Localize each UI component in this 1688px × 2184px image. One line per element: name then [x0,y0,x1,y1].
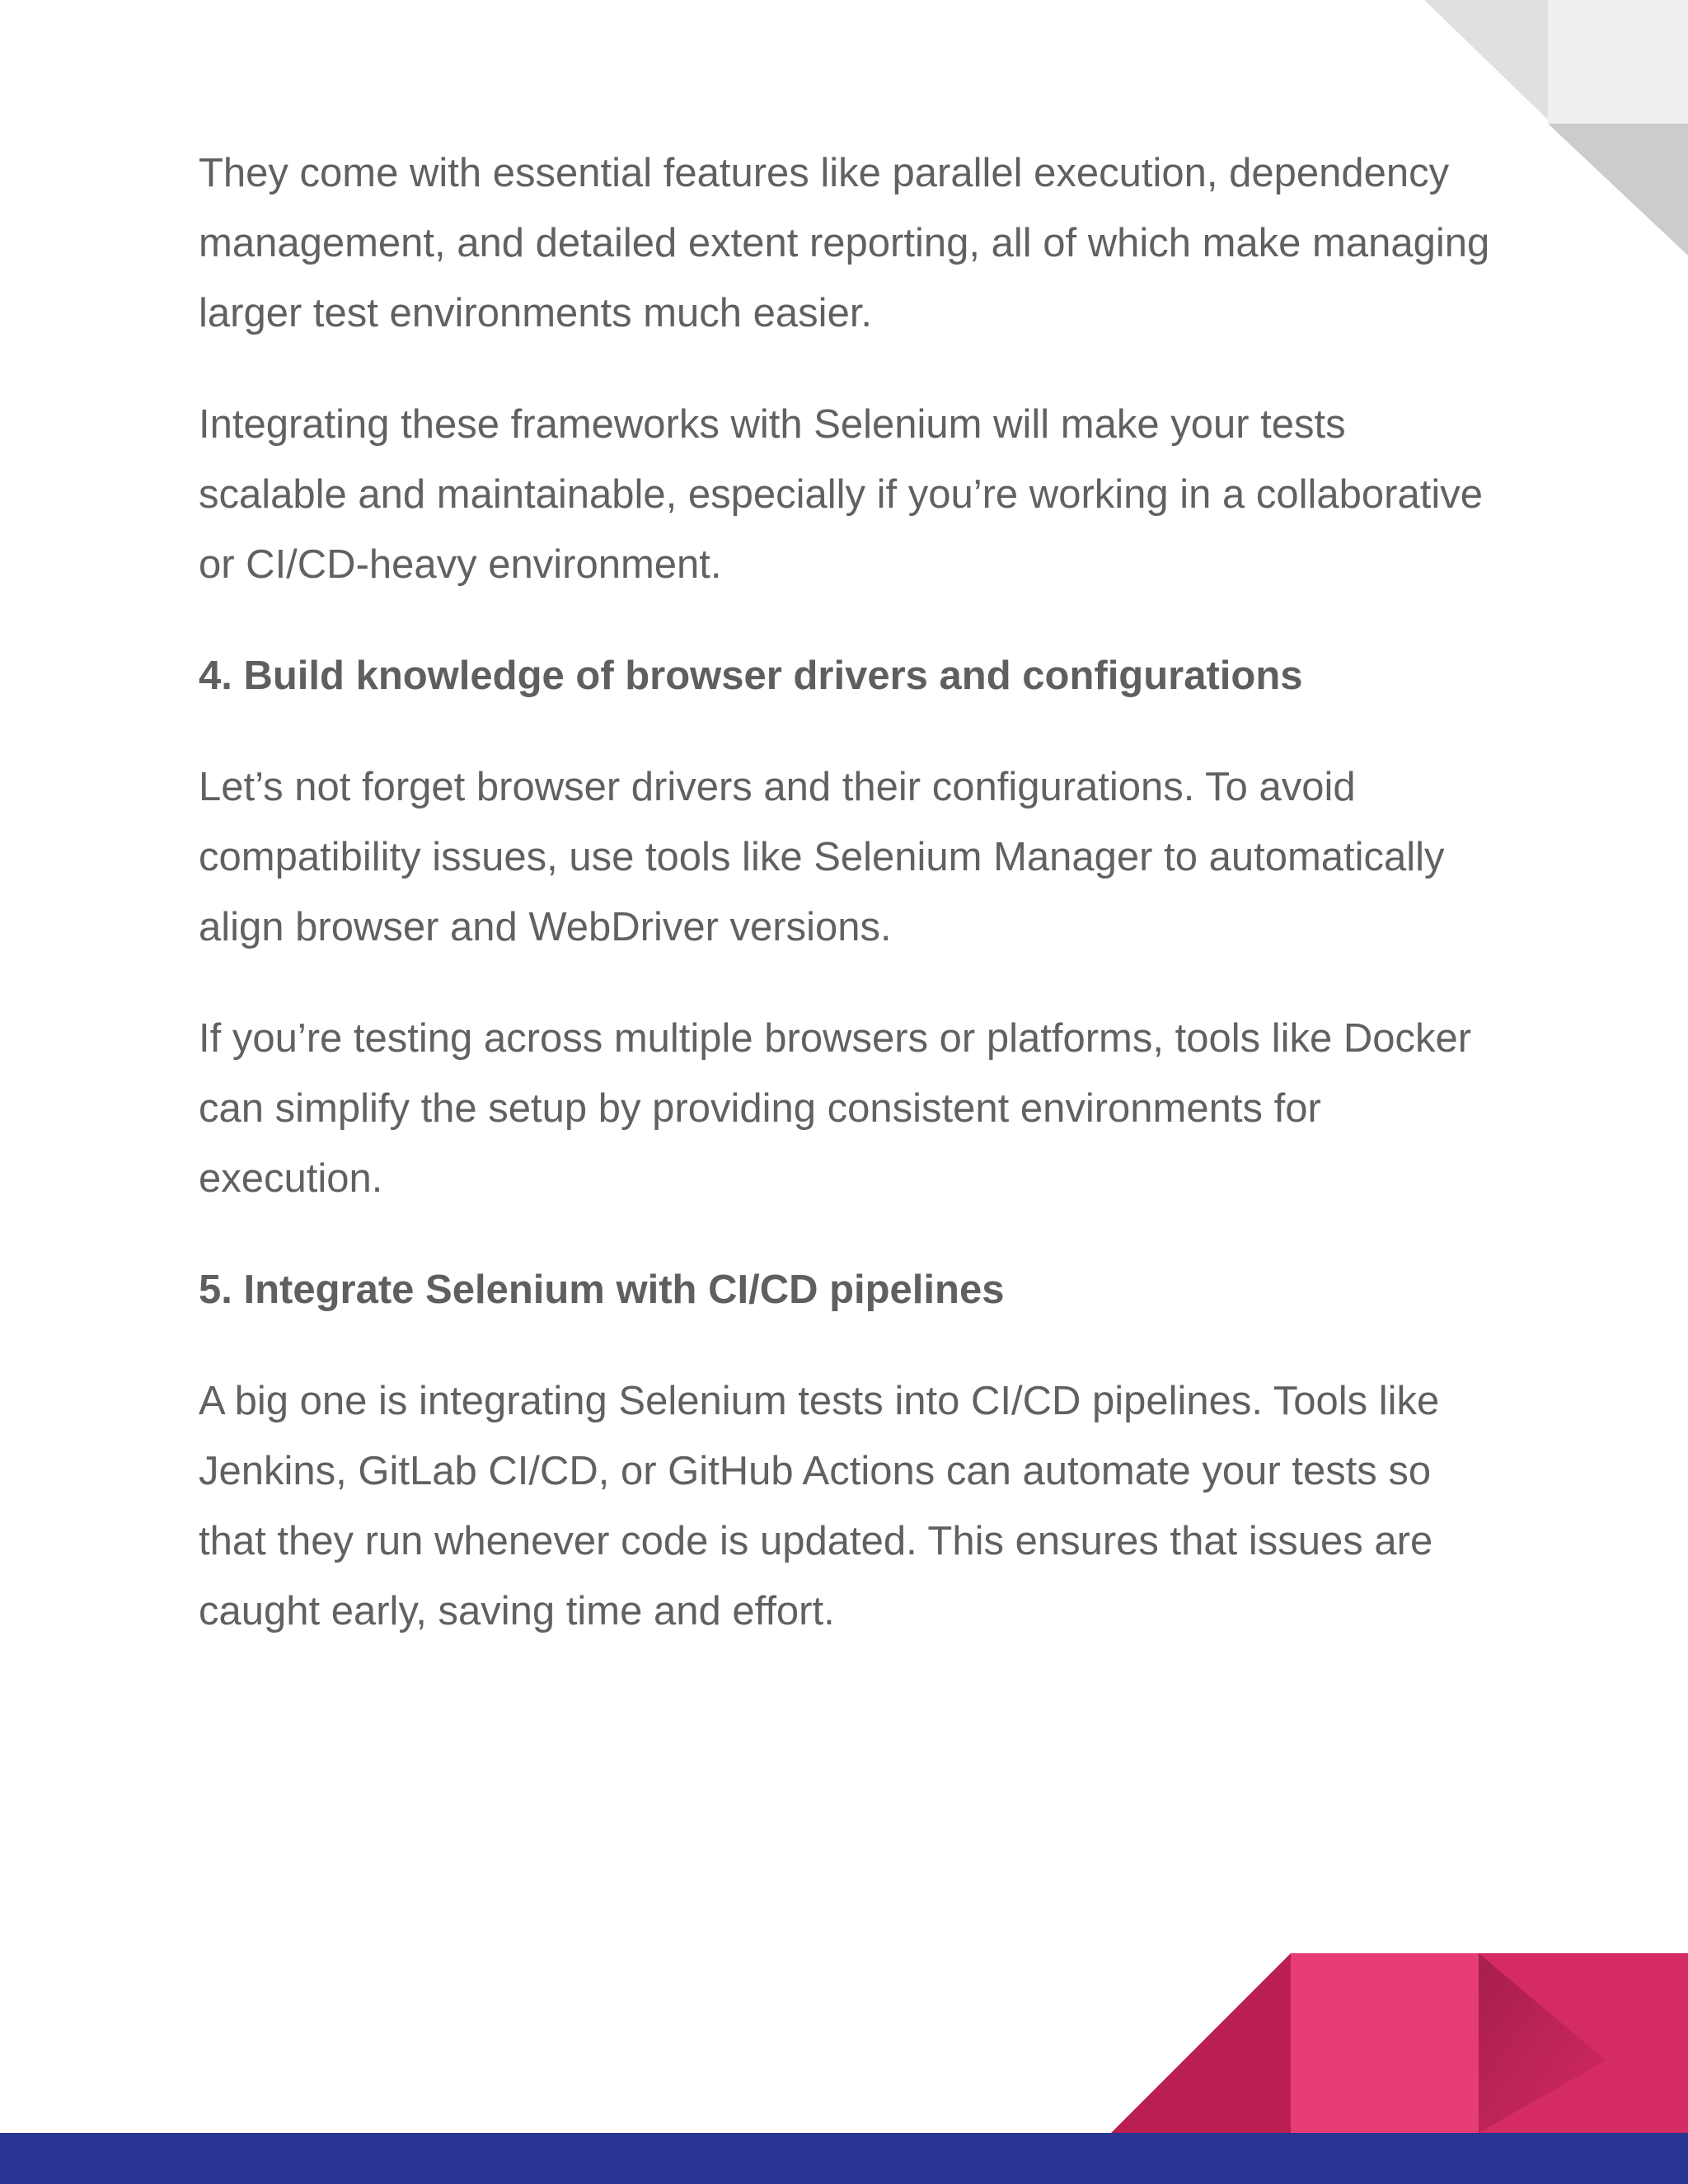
corner-bottom-left-triangle [1111,1953,1291,2133]
footer-bar [0,2133,1688,2184]
paragraph-docker: If you’re testing across multiple browsers or platforms, tools like Docker can simplify the setup by providing consistent environments for execution. [199,1016,1472,1201]
document-body [199,138,1501,1647]
paragraph-frameworks-integration: Integrating these frameworks with Selenium will make your tests scalable and maintainable, especially if you’re working in a collaborative or CI/CD-heavy environment. [199,402,1483,587]
corner-top-shadow [1548,124,1688,255]
paragraph-cicd: A big one is integrating Selenium tests into CI/CD pipelines. Tools like Jenkins, GitLab CI/CD, or GitHub Actions can automate your tests so that they run whenever code is updated. This ensures that issues are caught early, saving time and effort. [199,1379,1440,1633]
paragraph-browser-drivers: Let’s not forget browser drivers and their configurations. To avoid compatibility issues, use tools like Selenium Manager to automatically align browser and WebDriver versions. [199,765,1445,949]
heading-cicd: 5. Integrate Selenium with CI/CD pipelines [199,1268,1005,1312]
paragraph-frameworks-features: They come with essential features like parallel execution, dependency management, and detailed extent reporting, all of which make managing larger test environments much easier. [199,151,1490,335]
corner-bottom-middle-block [1291,1953,1479,2133]
heading-browser-drivers: 4. Build knowledge of browser drivers and configurations [199,654,1303,698]
corner-top-square [1548,0,1688,124]
